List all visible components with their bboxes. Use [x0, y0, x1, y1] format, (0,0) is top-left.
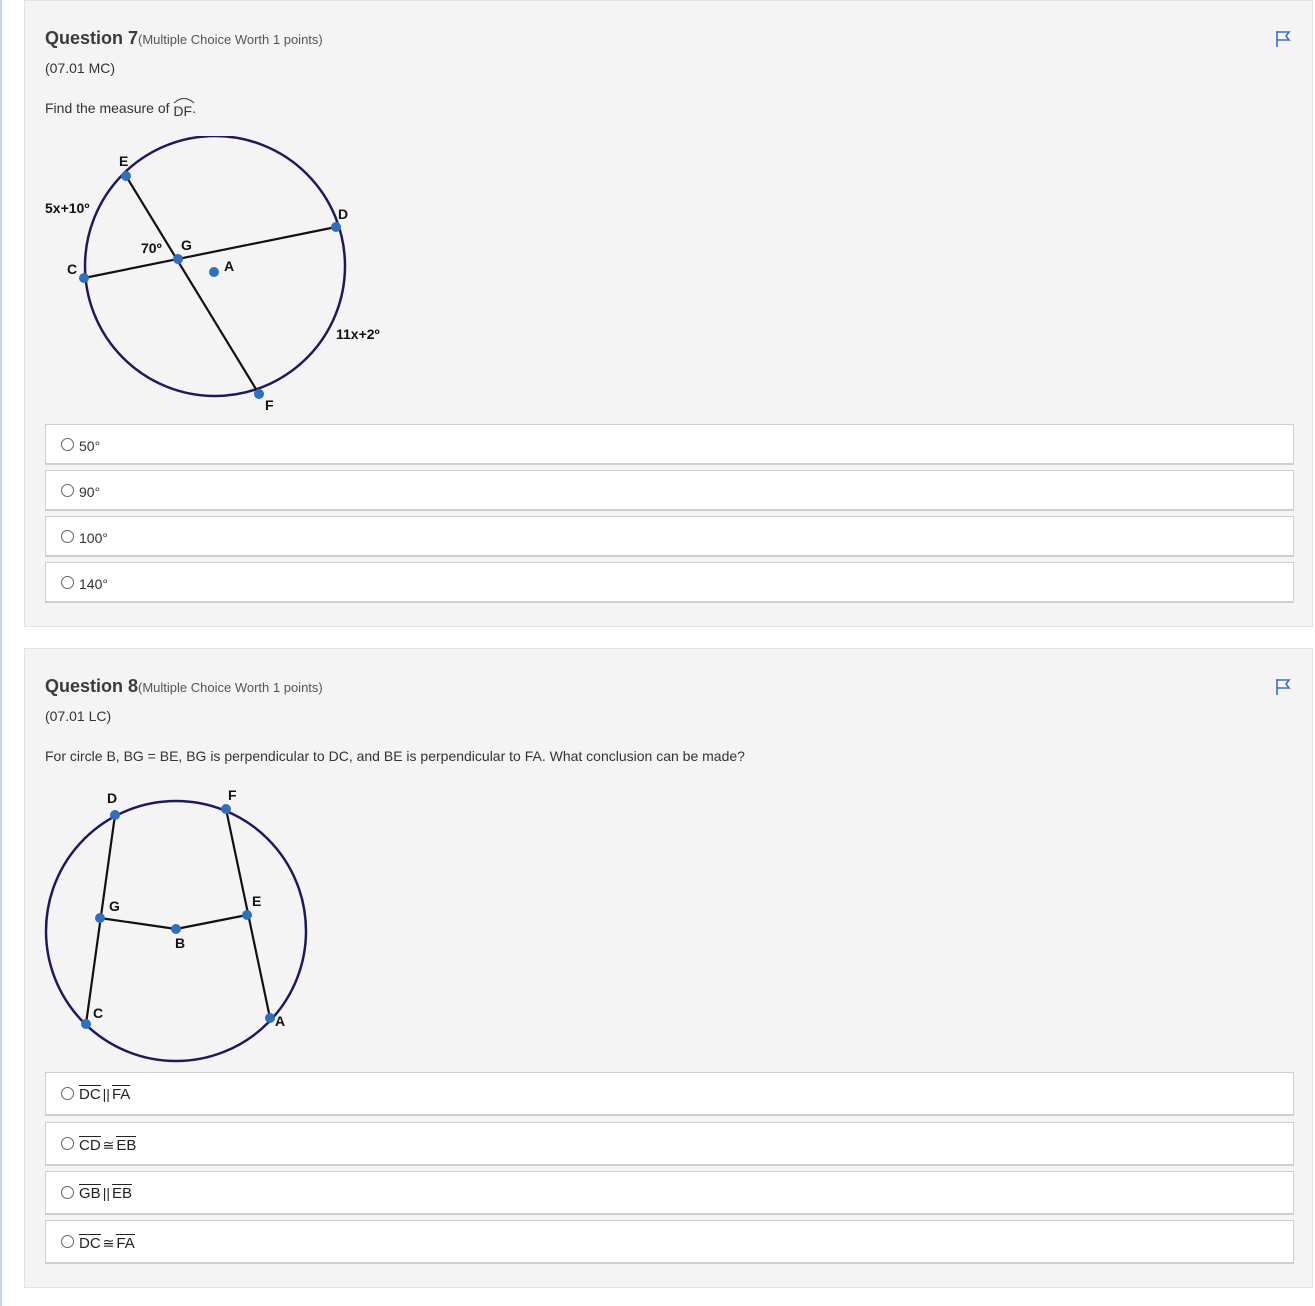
point-d: [331, 222, 341, 232]
answer-option-label: 90°: [79, 484, 101, 500]
segment-be: [176, 915, 247, 929]
point-c: [79, 273, 89, 283]
label-c: C: [93, 1005, 104, 1021]
answer-option-label: [79, 1184, 132, 1202]
point-e: [121, 171, 131, 181]
segment-gb: GB: [79, 1185, 101, 1202]
question-7-worth: (Multiple Choice Worth 1 points): [138, 32, 323, 47]
label-g: G: [181, 237, 192, 253]
point-g: [95, 913, 105, 923]
answer-option-100[interactable]: [45, 516, 1294, 557]
chord-ef: [126, 176, 259, 394]
segment-fa: FA: [111, 1086, 131, 1103]
label-f: F: [228, 787, 237, 803]
answer-option-label: 100°: [79, 530, 108, 546]
label-d: D: [107, 790, 118, 806]
congruent-symbol: ≅: [102, 1137, 115, 1153]
left-rule: [0, 0, 2, 1306]
radio-icon[interactable]: [61, 484, 74, 497]
arc-ec-measure: 5x+10º: [45, 200, 90, 216]
label-c: C: [67, 261, 78, 277]
radio-icon[interactable]: [61, 576, 74, 589]
segment-dc: DC: [79, 1235, 101, 1252]
point-g: [173, 254, 183, 264]
question-7-card: [24, 0, 1313, 627]
radio-icon[interactable]: [61, 1087, 74, 1100]
flag-icon[interactable]: [1274, 29, 1294, 49]
angle-egc-measure: 70º: [141, 240, 162, 256]
segment-bg: [100, 918, 176, 929]
radio-icon[interactable]: [61, 530, 74, 543]
answer-option-label: [79, 1085, 130, 1103]
question-7-prompt-text: Find the measure of: [45, 100, 170, 116]
radio-icon[interactable]: [61, 438, 74, 451]
label-f: F: [265, 397, 274, 413]
answer-option-label: 140°: [79, 576, 108, 592]
label-d: D: [338, 206, 349, 222]
answer-option-label: [79, 1136, 136, 1154]
question-7-diagram: [39, 136, 409, 416]
label-b: B: [175, 935, 186, 951]
question-8-card: [24, 648, 1313, 1288]
prompt-period: .: [192, 100, 196, 116]
question-7-title: [45, 28, 323, 49]
congruent-symbol: ≅: [102, 1235, 115, 1251]
arc-df-measure: 11x+2º: [336, 326, 380, 342]
segment-cd: CD: [79, 1137, 101, 1154]
question-8-title: [45, 676, 323, 697]
answer-option-140[interactable]: [45, 562, 1294, 603]
segment-fa: FA: [116, 1235, 135, 1252]
radio-icon[interactable]: [61, 1235, 74, 1248]
label-e: E: [252, 893, 262, 909]
parallel-symbol: ||: [102, 1086, 110, 1102]
point-c: [81, 1019, 91, 1029]
parallel-symbol: ||: [102, 1185, 110, 1201]
answer-option-90[interactable]: [45, 470, 1294, 511]
point-e: [242, 910, 252, 920]
label-e: E: [119, 153, 129, 169]
arc-df-notation: [173, 103, 192, 119]
radio-icon[interactable]: [61, 1186, 74, 1199]
arc-df-label: DF: [173, 103, 193, 119]
radio-icon[interactable]: [61, 1137, 74, 1150]
answer-option-label: [79, 1234, 135, 1252]
label-a: A: [275, 1013, 286, 1029]
answer-option-50[interactable]: [45, 424, 1294, 465]
label-g: G: [109, 898, 120, 914]
point-d: [110, 810, 120, 820]
answer-option-label: 50°: [79, 438, 101, 454]
answer-option-dc-parallel-fa[interactable]: [45, 1072, 1294, 1116]
question-8-diagram: [43, 784, 313, 1066]
question-8-number: Question 8: [45, 676, 139, 696]
point-f: [221, 804, 231, 814]
point-a: [209, 267, 219, 277]
point-a: [265, 1013, 275, 1023]
arc-symbol-icon: [173, 96, 195, 104]
label-a: A: [224, 258, 235, 274]
question-7-prompt: [45, 100, 196, 119]
answer-option-dc-congruent-fa[interactable]: [45, 1220, 1294, 1264]
question-8-worth: (Multiple Choice Worth 1 points): [138, 680, 323, 695]
question-7-number: Question 7: [45, 28, 139, 48]
flag-icon[interactable]: [1274, 677, 1294, 697]
segment-eb: EB: [111, 1185, 132, 1202]
point-f: [254, 389, 264, 399]
answer-option-cd-congruent-eb[interactable]: [45, 1122, 1294, 1166]
question-7-code: (07.01 MC): [45, 60, 116, 76]
segment-dc: DC: [79, 1086, 101, 1103]
question-8-code: (07.01 LC): [45, 708, 112, 724]
question-8-prompt: For circle B, BG = BE, BG is perpendicular to DC, and BE is perpendicular to FA. What conclusion can be made?: [45, 748, 745, 764]
point-b: [171, 924, 181, 934]
answer-option-gb-parallel-eb[interactable]: [45, 1171, 1294, 1215]
segment-eb: EB: [116, 1137, 137, 1154]
